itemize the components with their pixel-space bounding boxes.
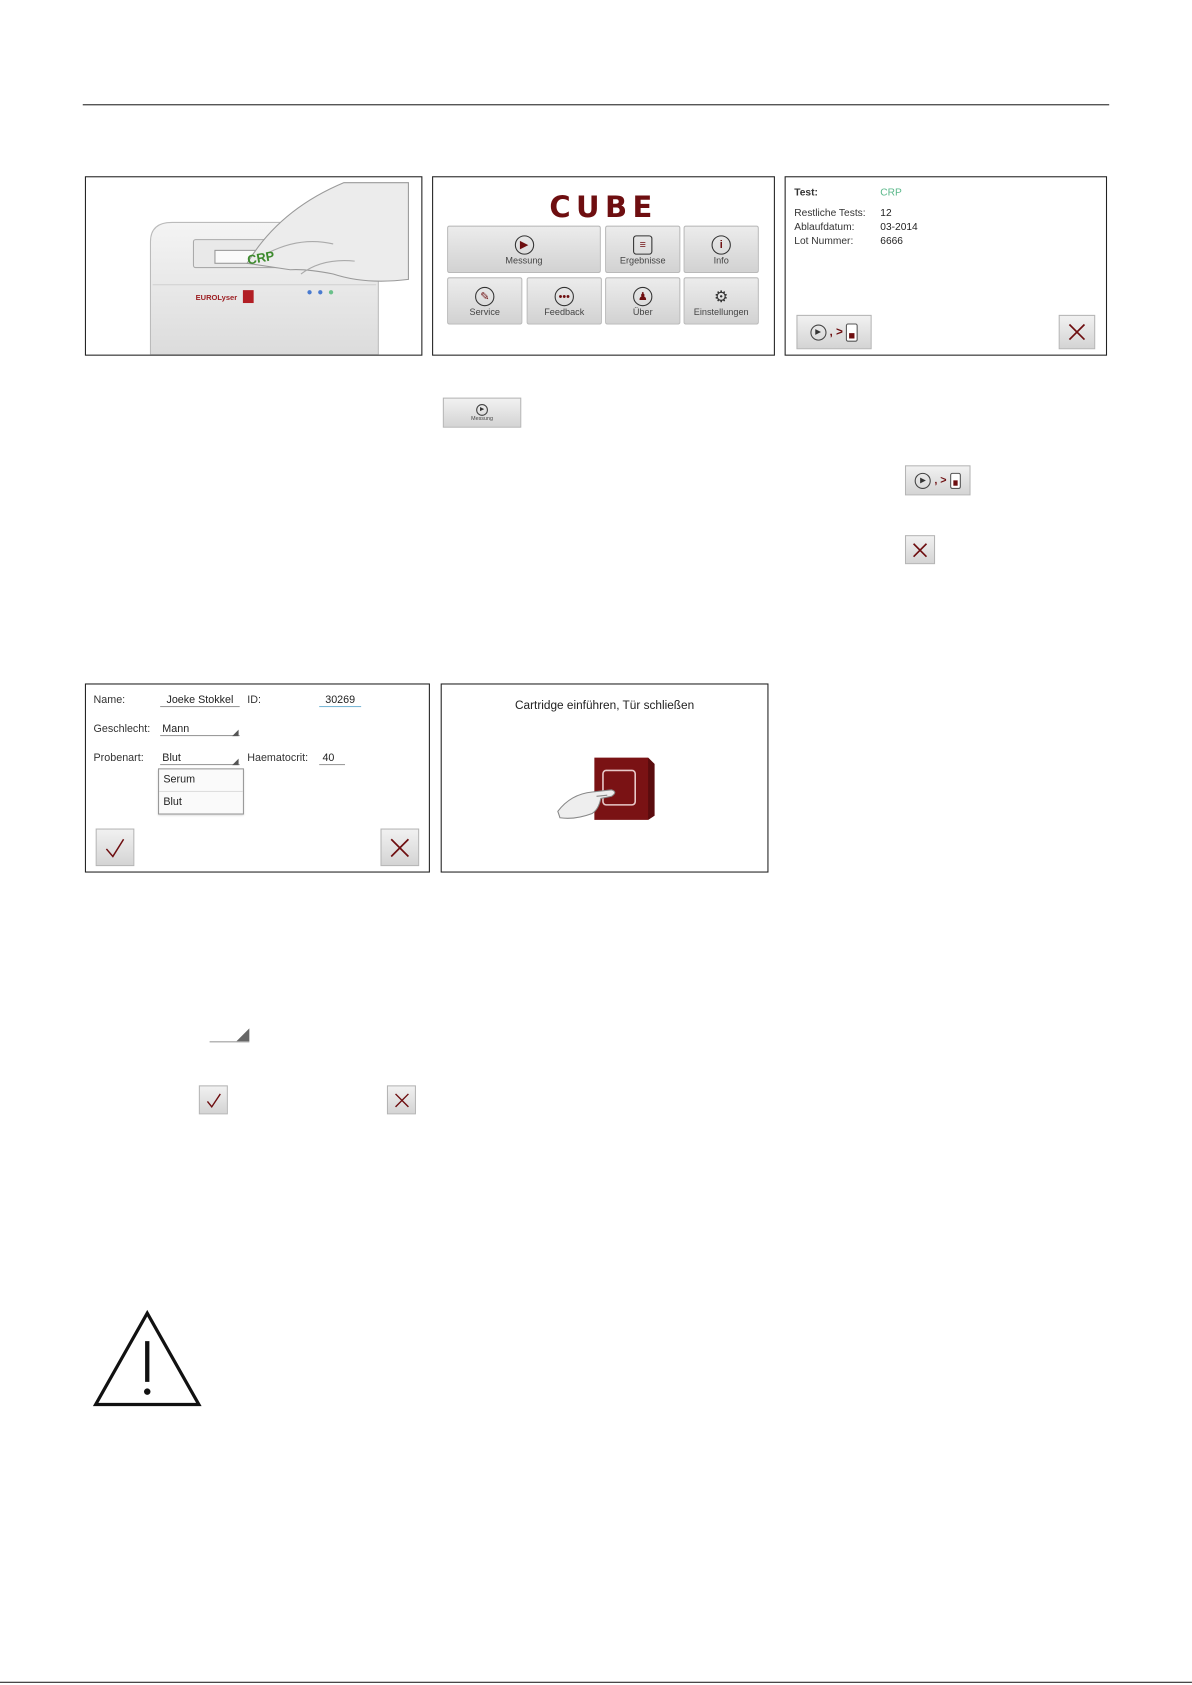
remaining-tests-label: Restliche Tests: [794,207,866,220]
play-icon: ▶ [810,324,826,340]
inline-confirm-button [199,1085,228,1114]
test-info-screen [785,176,1107,355]
option-serum[interactable]: Serum [163,773,196,786]
close-icon [388,836,412,860]
close-icon [910,540,929,559]
name-field[interactable]: Joeke Stokkel [160,694,240,707]
menu-button-info[interactable]: i Info [684,226,759,273]
confirm-button[interactable] [96,829,135,867]
inline-cancel-button-2 [387,1085,416,1114]
start-measurement-button[interactable] [796,315,871,349]
play-icon: ▶ [915,472,931,488]
name-label: Name: [93,694,126,707]
dropdown-arrow-icon [232,759,238,765]
haematocrit-field[interactable]: 40 [319,752,345,765]
clipboard-icon: ≡ [633,235,652,254]
footer-rule [0,1682,1192,1683]
play-icon: ▶ [476,404,488,416]
check-icon [103,836,127,860]
speech-bubble-icon: ••• [555,287,574,306]
device-brand-label: EUROLyser [195,294,238,302]
menu-button-feedback[interactable]: ••• Feedback [527,277,602,324]
expiry-value: 03-2014 [880,221,918,234]
wrench-icon: ✎ [475,287,494,306]
id-field[interactable]: 30269 [319,694,361,707]
expiry-label: Ablaufdatum: [794,221,855,234]
insert-cartridge-illustration [549,749,678,835]
dropdown-arrow-icon [232,730,238,736]
patient-form-screen [85,683,430,872]
cartridge-icon [846,323,858,341]
menu-button-ergebnisse[interactable]: ≡ Ergebnisse [605,226,680,273]
inline-messung-button: ▶ Messung [443,398,521,428]
dropdown-arrow-icon [236,1028,249,1041]
menu-button-einstellungen[interactable]: ⚙ Einstellungen [684,277,759,324]
menu-button-service[interactable]: ✎ Service [447,277,522,324]
sample-type-dropdown [158,768,244,814]
play-icon: ▶ [514,235,533,254]
cartridge-prompt: Cartridge einführen, Tür schließen [514,699,695,713]
sample-type-select[interactable]: Blut [160,752,240,765]
dropdown-reference [210,1027,250,1042]
lot-value: 6666 [880,235,903,248]
main-menu-screen [432,176,775,355]
remaining-tests-value: 12 [880,207,892,220]
haematocrit-label: Haematocrit: [247,752,309,765]
sex-label: Geschlecht: [93,723,151,736]
test-value: CRP [880,186,902,199]
inline-start-sequence-button: ▶ , > [905,465,971,495]
menu-button-messung[interactable]: ▶ Messung [447,226,601,273]
info-icon: i [712,235,731,254]
sequence-separator: , > [829,325,843,339]
cartridge-insert-screen [441,683,769,872]
option-blut[interactable]: Blut [159,791,243,814]
gears-icon: ⚙ [713,287,729,307]
close-icon [1066,321,1087,342]
header-rule [83,104,1109,105]
test-label: Test: [794,186,818,199]
strip-label: CRP [246,248,276,268]
warning-icon [91,1309,203,1410]
close-icon [393,1091,410,1108]
inline-cancel-button [905,535,935,564]
device-insert-strip-image [85,176,422,355]
cartridge-icon [950,472,961,488]
id-label: ID: [247,694,261,707]
cancel-button[interactable] [380,829,419,867]
sex-select[interactable]: Mann [160,723,240,736]
sample-type-label: Probenart: [93,752,144,765]
check-icon [205,1091,222,1108]
menu-button-ueber[interactable]: ♟ Über [605,277,680,324]
cancel-button[interactable] [1059,315,1096,349]
people-icon: ♟ [633,287,652,306]
cube-logo: CUBE [549,191,658,225]
lot-label: Lot Nummer: [794,235,854,248]
